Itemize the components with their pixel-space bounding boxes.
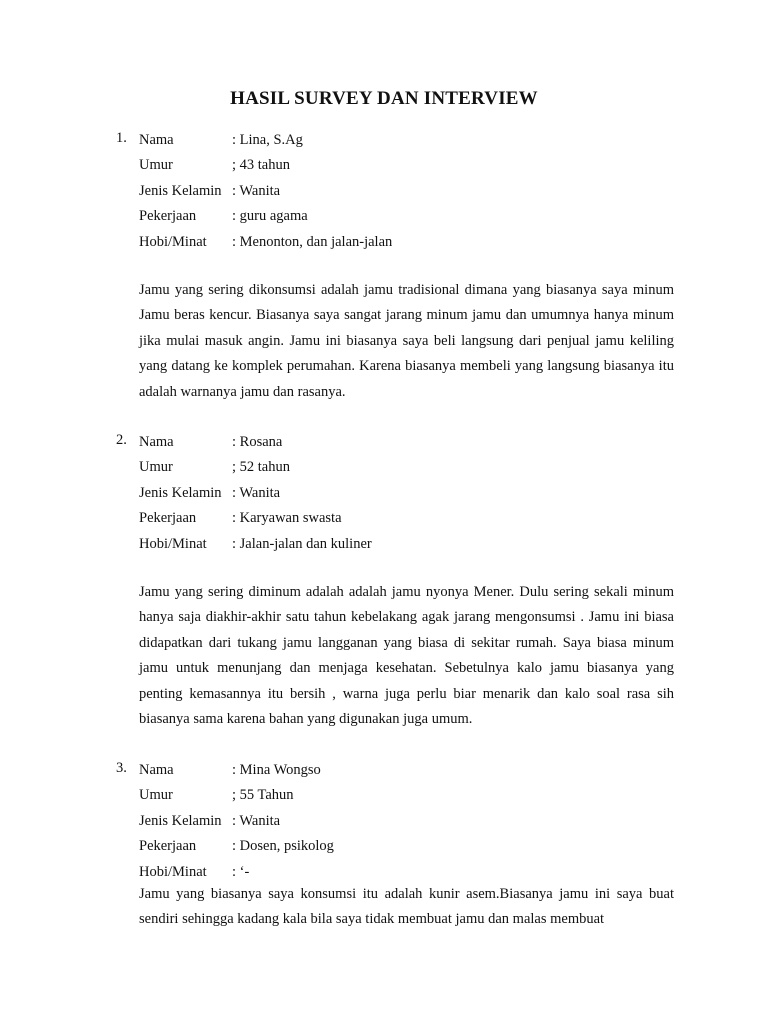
field-value: : Jalan-jalan dan kuliner: [232, 535, 372, 552]
field-value: : Dosen, psikolog: [232, 838, 334, 855]
field-label: Umur: [139, 459, 173, 476]
field-row: [139, 457, 372, 482]
field-label: Jenis Kelamin: [139, 812, 222, 829]
field-value: : guru agama: [232, 208, 308, 225]
field-row: [139, 483, 372, 508]
field-row: [139, 760, 334, 785]
entry-number: 3.: [116, 760, 127, 776]
field-label: Nama: [139, 434, 174, 450]
page-title: HASIL SURVEY DAN INTERVIEW: [230, 88, 538, 109]
field-label: Hobi/Minat: [139, 233, 207, 250]
field-label: Pekerjaan: [139, 838, 197, 855]
field-row: [139, 181, 392, 206]
field-row: [139, 432, 372, 457]
field-value: : ‘-: [232, 863, 250, 880]
entry-fields: [139, 760, 334, 887]
entry-fields: [139, 130, 392, 257]
field-value: ; 52 tahun: [232, 459, 290, 476]
field-label: Nama: [139, 762, 174, 778]
field-value: ; 43 tahun: [232, 157, 290, 174]
field-label: Pekerjaan: [139, 208, 197, 225]
entry-number: 1.: [116, 130, 127, 146]
field-label: Nama: [139, 132, 174, 148]
field-label: Pekerjaan: [139, 510, 197, 527]
field-value: : Lina, S.Ag: [232, 132, 303, 148]
field-label: Hobi/Minat: [139, 863, 207, 880]
field-value: : Rosana: [232, 434, 283, 450]
field-value: : Karyawan swasta: [232, 510, 342, 527]
field-row: [139, 206, 392, 231]
field-row: [139, 232, 392, 257]
field-label: Hobi/Minat: [139, 535, 207, 552]
field-row: [139, 155, 392, 180]
entry-fields: [139, 432, 372, 559]
entry-paragraph: Jamu yang sering diminum adalah adalah jamu nyonya Mener. Dulu sering sekali minum hanya saja diakhir-akhir satu tahun kebelakang agak jarang mengonsumsi . Jamu ini biasa didapatkan dari tukang jamu langganan yang biasa di sekitar rumah. Saya biasa minum jamu untuk menunjang dan menjaga kesehatan. Sebetulnya kalo jamu biasanya yang penting kemasannya itu bersih , warna juga perlu biar menarik dan kalo soal rasa sih biasanya sama karena bahan yang digunakan juga umum.: [139, 584, 674, 728]
field-row: [139, 785, 334, 810]
field-row: [139, 508, 372, 533]
field-label: Jenis Kelamin: [139, 182, 222, 199]
field-value: : Mina Wongso: [232, 762, 321, 778]
entry-paragraph: Jamu yang biasanya saya konsumsi itu adalah kunir asem.Biasanya jamu ini saya buat sendiri sehingga kadang kala bila saya tidak membuat jamu dan malas membuat: [139, 886, 674, 928]
entry-number: 2.: [116, 432, 127, 448]
field-value: ; 55 Tahun: [232, 787, 294, 804]
entry-paragraph: Jamu yang sering dikonsumsi adalah jamu tradisional dimana yang biasanya saya minum Jamu beras kencur. Biasanya saya sangat jarang minum jamu dan umumnya hanya minum jika mulai masuk angin. Jamu ini biasanya saya beli langsung dari penjual jamu keliling yang datang ke komplek perumahan. Karena biasanya membeli yang langsung biasanya itu adalah warnanya jamu dan rasanya.: [139, 282, 674, 400]
field-value: : Wanita: [232, 182, 281, 199]
field-row: [139, 130, 392, 155]
field-label: Jenis Kelamin: [139, 484, 222, 501]
field-value: : Wanita: [232, 812, 281, 829]
field-row: [139, 534, 372, 559]
field-label: Umur: [139, 157, 173, 174]
field-row: [139, 811, 334, 836]
field-row: [139, 836, 334, 861]
field-value: : Wanita: [232, 484, 281, 501]
field-label: Umur: [139, 787, 173, 804]
field-value: : Menonton, dan jalan-jalan: [232, 233, 393, 250]
